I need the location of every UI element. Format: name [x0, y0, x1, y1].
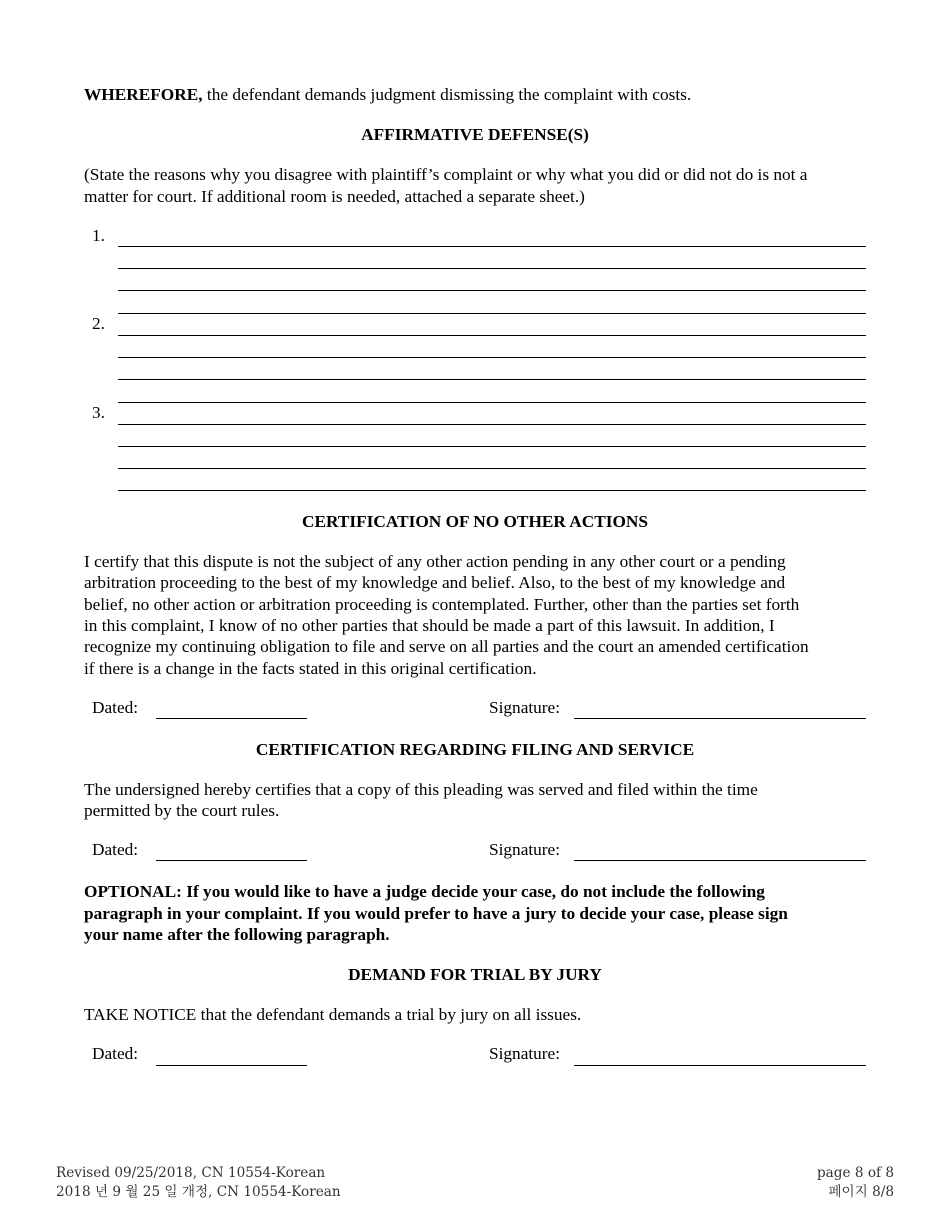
- dated-label-1: Dated:: [92, 698, 139, 717]
- defense-number-1: 1.: [92, 226, 105, 245]
- no-other-actions-line-2: arbitration proceeding to the best of my knowledge and belief. Also, to the best of my knowledge and: [84, 573, 786, 592]
- no-other-actions-line-5: recognize my continuing obligation to file and serve on all parties and the court an amended certification: [84, 637, 809, 656]
- affirmative-instructions-line-2: matter for court. If additional room is needed, attached a separate sheet.): [84, 187, 585, 206]
- no-other-actions-line-4: in this complaint, I know of no other parties that should be made a part of this lawsuit. In addition, I: [84, 616, 775, 635]
- defense-2-line-1[interactable]: [118, 335, 866, 336]
- affirmative-instructions-line-1: (State the reasons why you disagree with plaintiff’s complaint or why what you did or did not do is not a: [84, 165, 808, 184]
- signature-label-2: Signature:: [489, 840, 561, 859]
- defense-3-line-4[interactable]: [118, 490, 866, 491]
- defense-1-line-2[interactable]: [118, 268, 866, 269]
- jury-notice: TAKE NOTICE that the defendant demands a trial by jury on all issues.: [84, 1005, 582, 1024]
- defense-3-line-1[interactable]: [118, 424, 866, 425]
- signature-field-1[interactable]: [574, 718, 866, 719]
- defense-1-line-4[interactable]: [118, 313, 866, 314]
- filing-service-line-1: The undersigned hereby certifies that a copy of this pleading was served and filed within the time: [84, 780, 758, 799]
- footer-page-en: page 8 of 8: [816, 1165, 894, 1181]
- dated-label-2: Dated:: [92, 840, 139, 859]
- dated-label-3: Dated:: [92, 1044, 139, 1063]
- footer-revised-ko: 2018 년 9 월 25 일 개정, CN 10554-Korean: [56, 1184, 341, 1200]
- no-other-actions-line-3: belief, no other action or arbitration proceeding is contemplated. Further, other than the parties set forth: [84, 595, 800, 614]
- wherefore-paragraph: [84, 84, 874, 106]
- affirmative-defenses-heading: AFFIRMATIVE DEFENSE(S): [361, 125, 589, 144]
- defense-2-line-3[interactable]: [118, 379, 866, 380]
- no-other-actions-line-6: if there is a change in the facts stated in this original certification.: [84, 659, 537, 678]
- footer-revised-en: Revised 09/25/2018, CN 10554-Korean: [56, 1165, 326, 1181]
- filing-service-line-2: permitted by the court rules.: [84, 801, 280, 820]
- defense-number-3: 3.: [92, 403, 105, 422]
- defense-3-line-2[interactable]: [118, 446, 866, 447]
- jury-heading: DEMAND FOR TRIAL BY JURY: [348, 965, 602, 984]
- footer-page-number: [817, 1164, 894, 1202]
- optional-line-2: paragraph in your complaint. If you would prefer to have a jury to decide your case, please sign: [84, 904, 788, 923]
- footer-revision: [56, 1164, 341, 1202]
- footer-page-ko: 페이지 8/8: [828, 1184, 894, 1200]
- signature-label-3: Signature:: [489, 1044, 561, 1063]
- dated-field-3[interactable]: [156, 1065, 307, 1066]
- dated-field-1[interactable]: [156, 718, 307, 719]
- dated-field-2[interactable]: [156, 860, 307, 861]
- signature-field-3[interactable]: [574, 1065, 866, 1066]
- defense-1-line-3[interactable]: [118, 290, 866, 291]
- signature-label-1: Signature:: [489, 698, 561, 717]
- wherefore-text: the defendant demands judgment dismissing the complaint with costs.: [202, 85, 692, 104]
- optional-line-1: OPTIONAL: If you would like to have a judge decide your case, do not include the following: [84, 882, 765, 901]
- no-other-actions-heading: CERTIFICATION OF NO OTHER ACTIONS: [301, 512, 649, 531]
- defense-2-line-2[interactable]: [118, 357, 866, 358]
- defense-number-2: 2.: [92, 314, 105, 333]
- defense-1-line-1[interactable]: [118, 246, 866, 247]
- defense-2-line-4[interactable]: [118, 402, 866, 403]
- defense-3-line-3[interactable]: [118, 468, 866, 469]
- filing-service-heading: CERTIFICATION REGARDING FILING AND SERVICE: [255, 740, 695, 759]
- no-other-actions-line-1: I certify that this dispute is not the subject of any other action pending in any other court or a pending: [84, 552, 786, 571]
- signature-field-2[interactable]: [574, 860, 866, 861]
- optional-line-3: your name after the following paragraph.: [84, 925, 390, 944]
- wherefore-lead: WHEREFORE,: [84, 85, 203, 104]
